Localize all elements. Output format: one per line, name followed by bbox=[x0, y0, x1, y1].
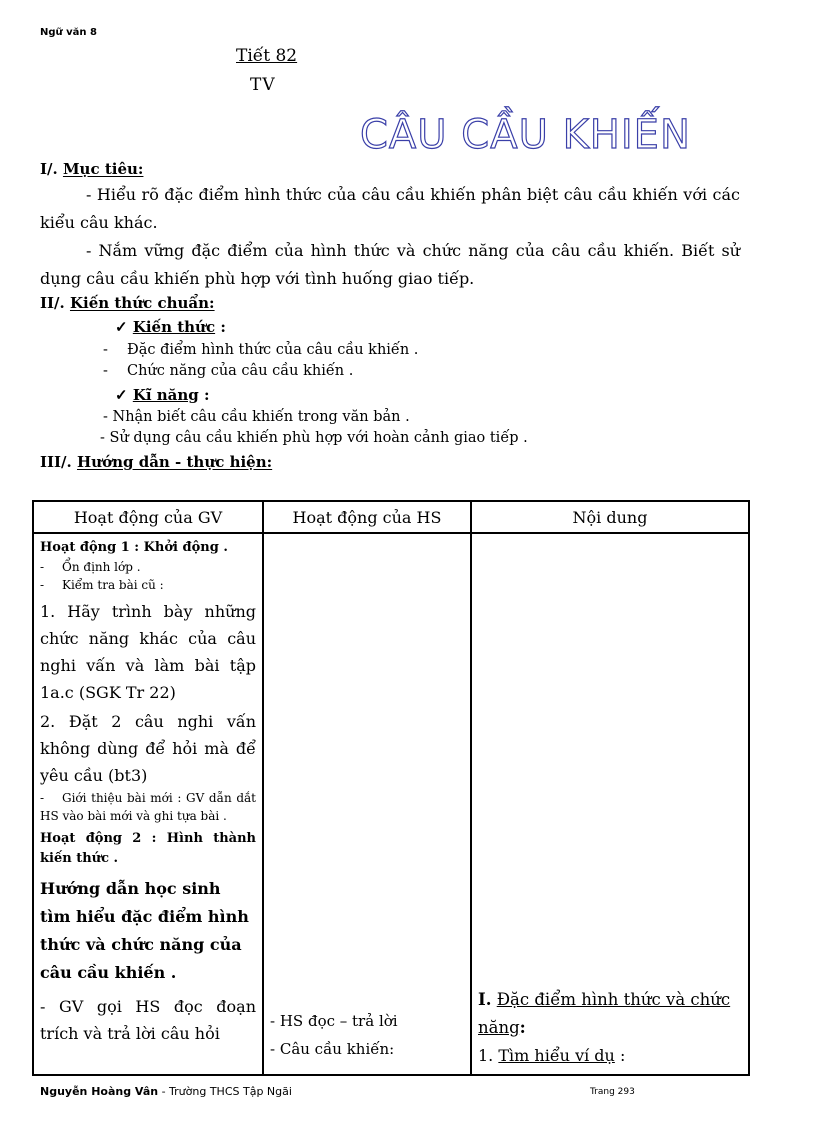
checkmark-icon: ✓ bbox=[115, 318, 128, 336]
section1-title: Mục tiêu: bbox=[62, 160, 144, 178]
intro-item: - Giới thiệu bài mới : GV dẫn dắt HS vào bài mới và ghi tựa bài . bbox=[40, 791, 256, 823]
activity-table bbox=[32, 500, 750, 1076]
skill-item: - Sử dụng câu cầu khiến phù hợp với hoàn cảnh giao tiếp . bbox=[100, 430, 528, 446]
list-item: - Kiểm tra bài cũ : bbox=[40, 578, 164, 592]
col-header-gv: Hoạt động của GV bbox=[33, 501, 263, 533]
knowledge-item: - Đặc điểm hình thức của câu cầu khiến . bbox=[103, 342, 419, 358]
list-item: - Ổn định lớp . bbox=[40, 560, 141, 574]
gv-cell bbox=[34, 534, 262, 1074]
skills-label-row: ✓ Kĩ năng : bbox=[115, 386, 210, 404]
knowledge-label: Kiến thức bbox=[132, 318, 216, 336]
col-header-content: Nội dung bbox=[471, 501, 749, 533]
question-2: 2. Đặt 2 câu nghi vấn không dùng để hỏi mà để yêu cầu (bt3) bbox=[40, 712, 256, 785]
section2-number: II/. bbox=[40, 294, 65, 312]
skill-item: - Nhận biết câu cầu khiến trong văn bản . bbox=[103, 409, 410, 425]
activity-2-title: Hoạt động 2 : Hình thành kiến thức . bbox=[40, 831, 256, 866]
content-heading: I. Đặc điểm hình thức và chức năng: bbox=[478, 990, 731, 1037]
task-text: - GV gọi HS đọc đoạn trích và trả lời câu hỏi bbox=[40, 997, 256, 1043]
section3-title: Hướng dẫn - thực hiện: bbox=[77, 453, 273, 471]
lesson-title: CÂU CẦU KHIẾN bbox=[360, 112, 691, 158]
knowledge-label-row: ✓ Kiến thức : bbox=[115, 318, 226, 336]
question-1: 1. Hãy trình bày những chức năng khác của câu nghi vấn và làm bài tập 1a.c (SGK Tr 22) bbox=[40, 602, 256, 702]
content-heading-text: Đặc điểm hình thức và chức năng bbox=[478, 990, 731, 1037]
content-heading-number: I. bbox=[478, 990, 492, 1009]
checkmark-icon: ✓ bbox=[115, 386, 128, 404]
hs-line-2: - Câu cầu khiến: bbox=[270, 1040, 395, 1058]
section3-heading bbox=[40, 453, 272, 471]
footer-page: Trang 293 bbox=[590, 1087, 635, 1097]
footer-author-school bbox=[40, 1085, 292, 1098]
knowledge-item: - Chức năng của câu cầu khiến . bbox=[103, 363, 354, 379]
guide-text: Hướng dẫn học sinh tìm hiểu đặc điểm hình thức và chức năng của câu cầu khiến . bbox=[40, 879, 249, 982]
skills-label: Kĩ năng bbox=[132, 386, 199, 404]
lesson-subject: TV bbox=[250, 75, 276, 95]
hs-line-1: - HS đọc – trả lời bbox=[270, 1012, 398, 1030]
section2-title: Kiến thức chuẩn: bbox=[69, 294, 215, 312]
objective-2: - Nắm vững đặc điểm của hình thức và chức năng của câu cầu khiến. Biết sử dụng câu cầu khiến phù hợp với tình huống giao tiếp. bbox=[40, 241, 740, 288]
objective-1: - Hiểu rõ đặc điểm hình thức của câu cầu khiến phân biệt câu cầu khiến với các kiểu câu khác. bbox=[40, 185, 740, 232]
footer-school: - Trường THCS Tập Ngãi bbox=[158, 1085, 292, 1098]
lesson-number: Tiết 82 bbox=[236, 46, 298, 66]
hs-cell bbox=[264, 534, 470, 1070]
section3-number: III/. bbox=[40, 453, 72, 471]
section2-heading bbox=[40, 294, 215, 312]
section1-number: I/. bbox=[40, 160, 58, 178]
section1-heading bbox=[40, 160, 143, 178]
content-cell bbox=[472, 534, 748, 1070]
activity-1-title: Hoạt động 1 : Khởi động . bbox=[40, 540, 228, 555]
content-subheading: 1. Tìm hiểu ví dụ : bbox=[478, 1046, 626, 1065]
col-header-hs: Hoạt động của HS bbox=[263, 501, 471, 533]
subject-header: Ngữ văn 8 bbox=[40, 27, 97, 38]
footer-author: Nguyễn Hoàng Vân bbox=[40, 1085, 159, 1098]
